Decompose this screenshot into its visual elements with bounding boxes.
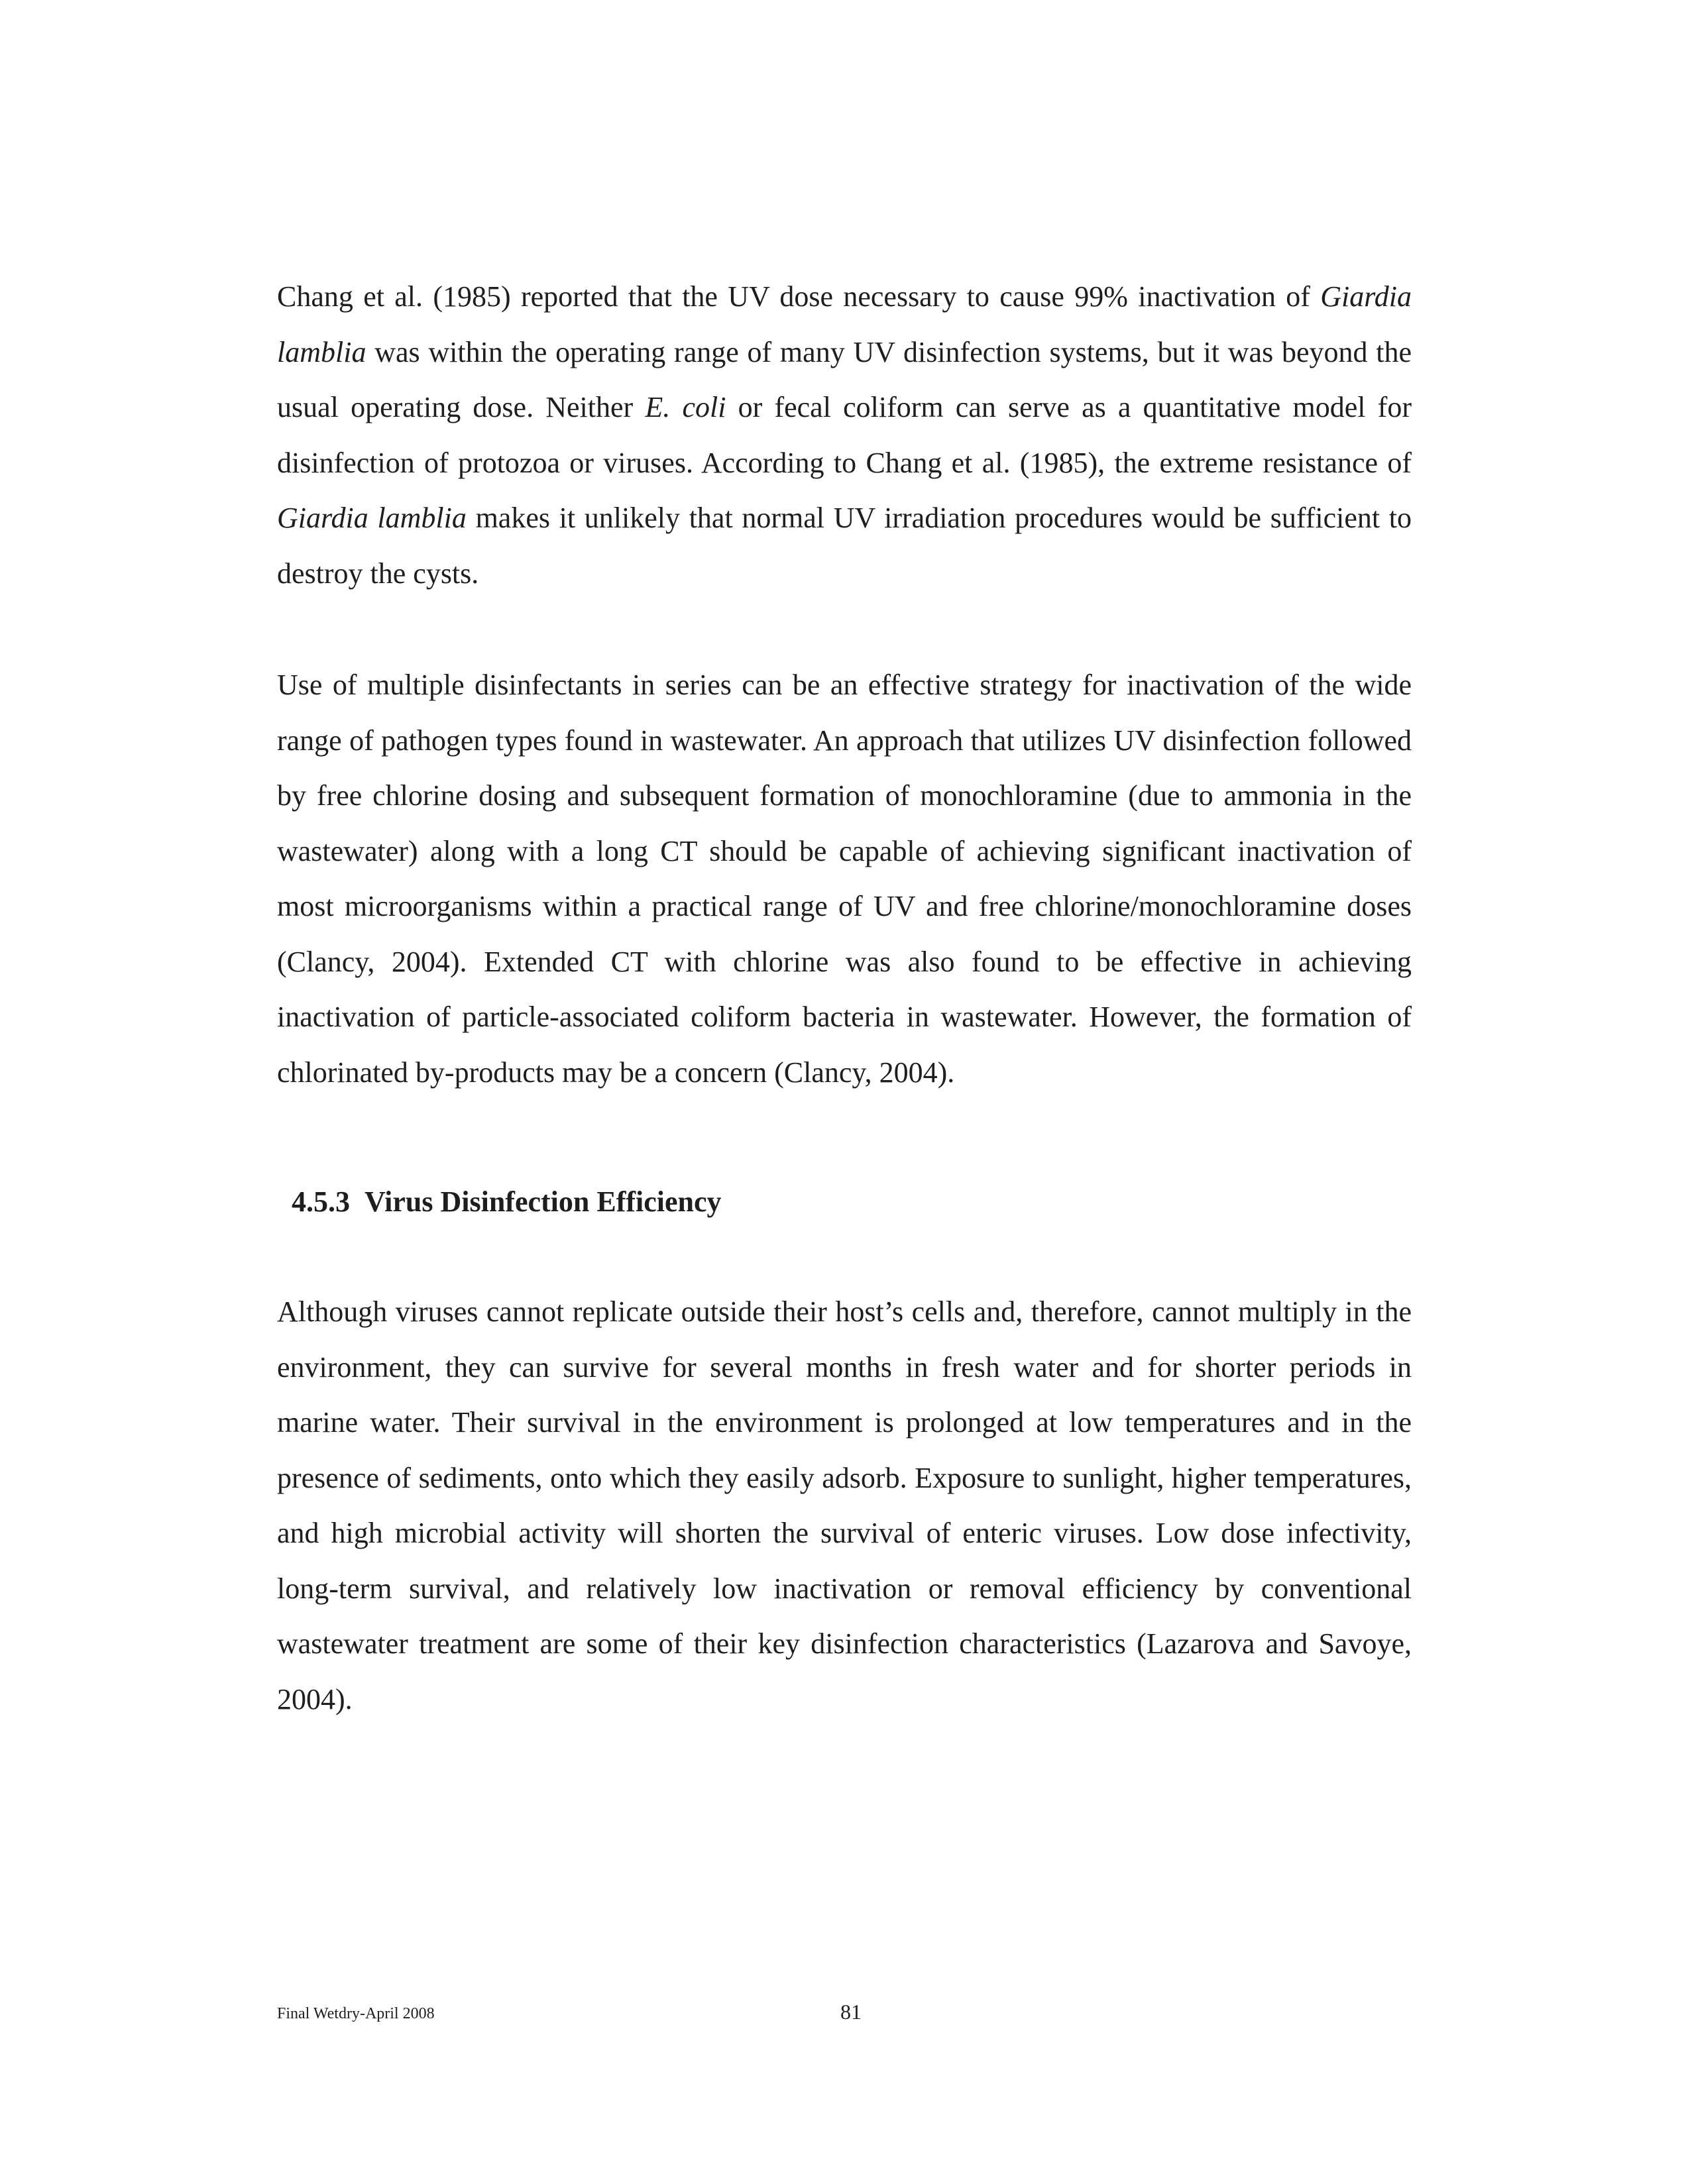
paragraph-virus-survival: Although viruses cannot replicate outside their host’s cells and, therefore, cannot multiply in the environment, they can survive for several months in fresh water and for shorter periods in marine water. Their survival in the environment is prolonged at low temperatures and in the presence of sediments, onto which they easily adsorb. Exposure to sunlight, higher temperatures, and high microbial activity will shorten the survival of enteric viruses. Low dose infectivity, long-term survival, and relatively low inactivation or removal efficiency by conventional wastewater treatment are some of their key disinfection characteristics (Lazarova and Savoye, 2004). xyxy=(277,1295,1412,1716)
paragraph-text: was within the operating range of many UV disinfection systems, but it was beyond the usual operating dose. Neither xyxy=(277,335,1412,423)
section-number: 4.5.3 xyxy=(292,1185,350,1218)
page-number: 81 xyxy=(840,2000,862,2024)
section-heading xyxy=(292,1182,722,1222)
section-title: Virus Disinfection Efficiency xyxy=(365,1185,722,1218)
species-name: E. coli xyxy=(645,391,726,423)
paragraph-uv-giardia xyxy=(277,269,1412,601)
paragraph-multiple-disinfectants: Use of multiple disinfectants in series can be an effective strategy for inactivation of the wide range of pathogen types found in wastewater. An approach that utilizes UV disinfection followed by free chlorine dosing and subsequent formation of monochloramine (due to ammonia in the wastewater) along with a long CT should be capable of achieving significant inactivation of most microorganisms within a practical range of UV and free chlorine/monochloramine doses (Clancy, 2004). Extended CT with chlorine was also found to be effective in achieving inactivation of particle-associated coliform bacteria in wastewater. However, the formation of chlorinated by-products may be a concern (Clancy, 2004). xyxy=(277,669,1412,1089)
species-name: Giardia lamblia xyxy=(277,280,1412,368)
paragraph-text: Chang et al. (1985) reported that the UV dose necessary to cause 99% inactivation of xyxy=(277,280,1310,313)
footer-document-label: Final Wetdry-April 2008 xyxy=(277,2005,435,2022)
paragraph-text: or fecal coliform can serve as a quantitative model for disinfection of protozoa or viruses. According to Chang et al. (1985), the extreme resistance of xyxy=(277,391,1412,479)
paragraph-text: makes it unlikely that normal UV irradiation procedures would be sufficient to destroy the cysts. xyxy=(277,502,1412,590)
species-name: Giardia lamblia xyxy=(277,502,467,534)
